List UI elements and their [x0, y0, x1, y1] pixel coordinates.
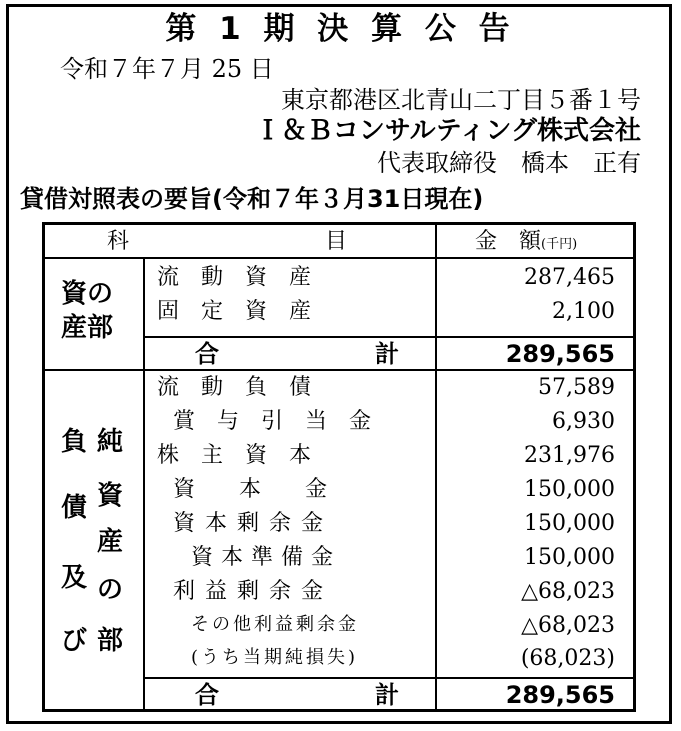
liab-row-amount: 150,000	[524, 477, 615, 502]
assets-total-amount: 289,565	[505, 340, 615, 368]
liab-row-amount: 57,589	[538, 375, 615, 400]
liab-row-label: 資 本 金	[173, 477, 328, 502]
notice-date: 令和７年７月 25 日	[60, 55, 274, 83]
liab-total-label-b: 計	[375, 681, 399, 709]
assets-row-label: 固 定 資 産	[157, 299, 312, 324]
assets-category-line2: 産部	[61, 313, 114, 343]
liab-category-right: の	[97, 575, 124, 605]
liab-row-label: その他利益剰余金	[191, 614, 359, 635]
liab-category-right: 純	[97, 427, 124, 457]
liabilities-total-divider	[143, 677, 633, 679]
company-name: Ｉ＆Ｂコンサルティング株式会社	[254, 116, 641, 146]
balance-sheet-table	[42, 222, 636, 712]
header-amount-label: 金 額	[475, 229, 542, 254]
header-amount	[475, 231, 577, 253]
liab-row-label: 株 主 資 本	[157, 443, 312, 468]
liab-row-label: 賞 与 引 当 金	[173, 409, 372, 434]
assets-category-line1: 資の	[61, 279, 114, 309]
assets-row-amount: 2,100	[552, 299, 615, 324]
notice-title: 第 1 期 決 算 公 告	[165, 11, 516, 47]
liab-row-amount: (68,023)	[520, 646, 615, 671]
header-subject-2: 目	[325, 229, 348, 254]
balance-sheet-subtitle: 貸借対照表の要旨(令和７年３月31日現在)	[20, 185, 484, 213]
liab-category-right: 産	[97, 527, 124, 557]
liab-category-left: び	[61, 626, 88, 656]
liab-category-right: 資	[97, 481, 124, 511]
assets-total-divider	[143, 336, 633, 338]
liab-row-amount: 150,000	[524, 511, 615, 536]
liab-total-label-a: 合	[195, 681, 219, 709]
representative: 代表取締役 橋本 正有	[377, 149, 641, 177]
header-subject: 科	[107, 229, 130, 254]
liab-row-label: 流 動 負 債	[157, 375, 312, 400]
assets-row-amount: 287,465	[524, 265, 615, 290]
liab-category-left: 債	[61, 493, 88, 523]
liab-category-right: 部	[97, 626, 124, 656]
liab-row-label: 資本剰余金	[173, 511, 334, 536]
liab-category-left: 及	[61, 563, 88, 593]
liab-total-amount: 289,565	[505, 681, 615, 709]
header-unit: (千円)	[541, 237, 578, 252]
liab-row-amount: 150,000	[524, 545, 615, 570]
liab-row-label: 利益剰余金	[173, 579, 334, 604]
liab-row-label: 資本準備金	[191, 545, 342, 570]
assets-total-label-b: 計	[375, 340, 399, 368]
category-column-divider	[143, 257, 145, 709]
liab-row-amount: 6,930	[552, 409, 615, 434]
header-divider	[45, 257, 633, 259]
liab-row-label: (うち当期純損失)	[191, 647, 359, 668]
section-divider	[45, 369, 633, 371]
company-address: 東京都港区北青山二丁目５番１号	[281, 86, 641, 114]
liab-row-amount: △68,023	[521, 613, 615, 638]
liab-row-amount: 231,976	[524, 443, 615, 468]
assets-total-label-a: 合	[195, 340, 219, 368]
assets-row-label: 流 動 資 産	[157, 265, 312, 290]
liab-category-left: 負	[61, 427, 88, 457]
amount-column-divider	[435, 225, 437, 709]
liab-row-amount: △68,023	[521, 579, 615, 604]
